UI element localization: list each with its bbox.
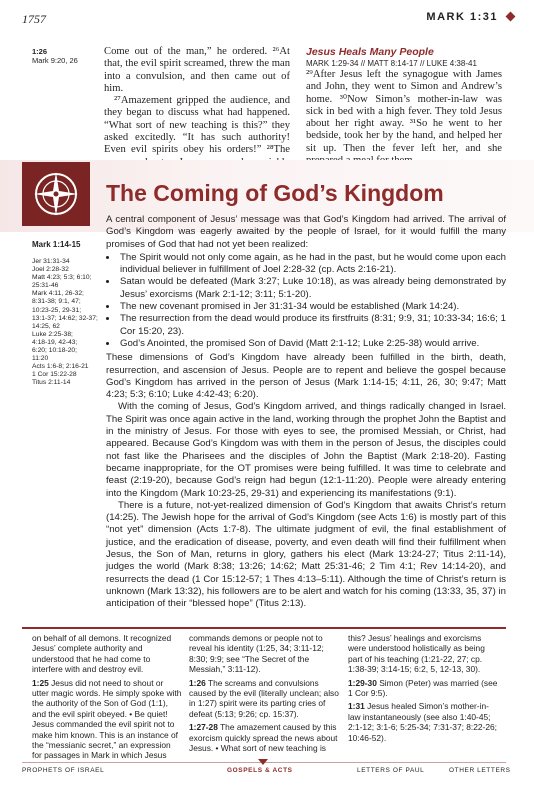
article-bullet: • The resurrection from the dead would produce its firstfruits (8:31; 9:9, 31; 10:33-34; 16:6; 1 Cor 15:20, 23).	[118, 313, 506, 338]
note-text: Jesus did not need to shout or utter magic words. He simply spoke with the authority of the Son of God (1:1), and the evil spirit obeyed. • Be quiet! Jesus commanded the evil spirit not to make him known. This is an instance of the “messianic secret,” an expression for passages in Mark in which Jesus	[32, 677, 182, 761]
side-ref: 1 Cor 15:22-28	[32, 371, 77, 379]
study-note	[32, 678, 182, 761]
study-note	[189, 633, 339, 675]
note-ref: 1:26	[189, 677, 206, 688]
side-ref: 25:31-46	[32, 282, 59, 290]
scripture-paragraph: ²⁹After Jesus left the synagogue with James and John, they went to Simon and Andrew’s home. ³⁰Now Simon’s mother-in-law was sick in bed with a high fever. They told Jesus about her right away. ³¹So he went to her bedside, took her by the hand, and helped her sit up. Then the fever left her, and she	[306, 69, 502, 154]
side-ref: 14:25, 62	[32, 322, 60, 330]
study-notes-column-3	[348, 633, 500, 746]
scripture-column-right	[306, 46, 502, 167]
note-ref: 1:31	[348, 701, 365, 712]
article-paragraph: These dimensions of God’s Kingdom have already been fulfilled in the birth, death, resurrection, and ascension of Jesus. People are to repent and believe the gospel because God’s Kingdom has arrived in the person of Jesus (Mark 1:14-15; 4:11, 26, 30; 9:47; Matt 4:23; 5:3; 6:10; Luke 4:42-43; 6:20).	[106, 352, 506, 401]
note-ref: 1:27-28	[189, 722, 218, 733]
note-ref: 1:25	[32, 677, 49, 688]
study-notes-column-2	[189, 633, 339, 756]
footer-section-prophets: PROPHETS OF ISRAEL	[22, 767, 105, 774]
parallel-references: MARK 1:29-34 // MATT 8:14-17 // LUKE 4:38-41	[306, 59, 477, 68]
side-ref: 8:31-38; 9:1, 47;	[32, 298, 81, 306]
article-bullet: • The Spirit would not only come again, as he had in the past, but he would come upon each individual believer in fulfillment of Joel 2:28-32 (cp. Acts 2:16-21).	[118, 252, 506, 277]
study-note	[348, 701, 500, 743]
side-ref: Matt 4:23; 5:3; 6:10;	[32, 274, 92, 282]
notes-divider	[22, 627, 506, 629]
side-ref: Luke 2:25-38;	[32, 330, 73, 338]
side-ref: 10:23-25, 29-31;	[32, 306, 82, 314]
side-refs-title: Mark 1:14-15	[32, 240, 81, 249]
article-bullet: • God’s Anointed, the promised Son of David (Matt 2:1-12; Luke 2:25-38) would arrive.	[118, 338, 506, 350]
note-text: Jesus healed Simon’s mother-in-law instantaneously (see also 1:40-45; 2:1-12; 3:1-6; 5:25-34; 7:31-37; 8:22-26; 10:46-52).	[348, 701, 497, 743]
article-bullet-list	[106, 252, 506, 350]
diamond-icon	[506, 12, 516, 22]
page-number: 1757	[22, 12, 46, 26]
article-title: The Coming of God’s Kingdom	[106, 180, 444, 206]
article-bullet: • Satan would be defeated (Mark 3:27; Luke 10:18), as was already being demonstrated by Jesus’ exorcisms (Mark 2:1-12; 3:11; 5:1-20).	[118, 276, 506, 301]
study-note	[189, 678, 339, 720]
side-ref: Titus 2:11-14	[32, 379, 71, 387]
footer-section-letters-paul: LETTERS OF PAUL	[357, 767, 425, 774]
article-intro: A central component of Jesus’ message was that God’s Kingdom had arrived. The arrival of God’s Kingdom was eagerly awaited by the people of Israel, for it would fulfill the many promises of God that had not yet been realized:	[106, 214, 506, 250]
note-text: on behalf of all demons. It recognized Jesus’ complete authority and understood that he had come to interfere with and destroy evil.	[32, 633, 172, 675]
margin-crossref-text: Mark 9:20, 26	[32, 56, 78, 65]
running-head: MARK 1:31	[426, 11, 498, 23]
study-note	[348, 633, 500, 675]
section-heading: Jesus Heals Many People	[306, 46, 434, 58]
note-text: commands demons or people not to reveal his identity (1:25, 34; 3:11-12; 8:30; 9:9; see “The Secret of the Messiah,” 3:11-12).	[189, 633, 324, 675]
side-refs-list	[32, 258, 96, 388]
note-text: The amazement caused by this exorcism quickly spread the news about Jesus. • What sort of new teaching is	[189, 722, 338, 754]
side-ref: 4:18-19, 42-43;	[32, 338, 78, 346]
note-ref: 1:29-30	[348, 677, 377, 688]
margin-crossref	[32, 47, 78, 65]
section-marker-icon	[258, 759, 268, 765]
article-body	[106, 214, 506, 611]
note-text: Simon (Peter) was married (see 1 Cor 9:5).	[348, 677, 498, 699]
margin-crossref-ref: 1:26	[32, 47, 48, 56]
article-paragraph: With the coming of Jesus, God’s Kingdom arrived, and things radically changed in Israel. The Spirit was once again active in the land, working through the prophet John the Baptist and in the ministry of Jesus. For those with eyes to see, the promised Messiah, or Christ, had appeared. Because God’s Kingdom was with them in the person of Jesus, the disciples could not fast like the Pharisees and the disciples of John the Baptist (Mark 2:18-20). Fasting became inappropriate, for the OT promises were being fulfilled. It was time to celebrate and feast (2:19-20), because God’s reign had begun (12:1-11:20). People were already entering into the Kingdom (Mark 10:23-25, 29-31) and experiencing its manifestations (9:1).	[106, 401, 506, 499]
article-paragraph: There is a future, not-yet-realized dimension of God’s Kingdom that awaits Christ’s return (14:25). The Jewish hope for the arrival of God’s Kingdom (see Acts 1:6) is mostly part of this “not yet” dimension (Acts 1:7-8). The ultimate judgment of evil, the final establishment of justice, and the eradication of disease, poverty, and even death will find their fulfillment when Jesus, the Son of Man, returns in glory, gathers his elect (Mark 13:24-27; Titus 2:11-14), judges the world (Mark 8:38; 13:26; 14:62; Matt 25:31-46; 2 Tim 4:1; Rev 14:14-20), and resurrects the dead (1 Cor 15:12-57; 1 Thes 4:13–5:11). Although the time of Christ’s return is unknown (Mark 13:32), his followers are to be alert and watch for his coming (13:33, 35, 37) in anticipation of their “blessed hope” (Titus 2:13).	[106, 499, 506, 610]
study-note	[189, 722, 339, 753]
side-ref: Mark 4:11, 26-32;	[32, 290, 84, 298]
study-note	[348, 678, 500, 699]
side-ref: Jer 31:31-34	[32, 258, 70, 265]
scripture-paragraph: ²⁷Amazement gripped the audience, and they began to discuss what had happened. “What sort of new teaching is this?” they asked excitedly. “It has such authority! Even evil spirits obey his orders!” ²⁸The	[104, 95, 290, 156]
side-ref: 6:20; 10:18-20;	[32, 347, 77, 355]
note-text: this? Jesus’ healings and exorcisms were understood holistically as being part of his teaching (1:21-22, 27; cp. 1:38-39; 3:14-15; 6:2, 5, 12-13, 30).	[348, 633, 485, 675]
side-ref: Joel 2:28-32	[32, 266, 69, 274]
note-text: The screams and convulsions caused by the evil (literally unclean; also in 1:27) spirit were its parting cries of defeat (5:13; 9:26; cp. 15:37).	[189, 677, 339, 719]
scripture-paragraph: Come out of the man,” he ordered. ²⁶At that, the evil spirit screamed, threw the man into a convulsion, and then came out of him.	[104, 46, 290, 94]
footer-section-other-letters: OTHER LETTERS	[449, 767, 511, 774]
study-note	[32, 633, 182, 675]
compass-rose-icon	[22, 162, 90, 226]
footer-section-gospels-current: GOSPELS & ACTS	[227, 767, 293, 774]
article-bullet: • The new covenant promised in Jer 31:31-34 would be established (Mark 14:24).	[118, 301, 506, 313]
study-notes-column-1	[32, 633, 182, 764]
side-ref: 13:1-37; 14:62; 32-37;	[32, 314, 98, 322]
side-ref: 11:20	[32, 355, 49, 363]
side-ref: Acts 1:6-8; 2:16-21	[32, 363, 89, 371]
